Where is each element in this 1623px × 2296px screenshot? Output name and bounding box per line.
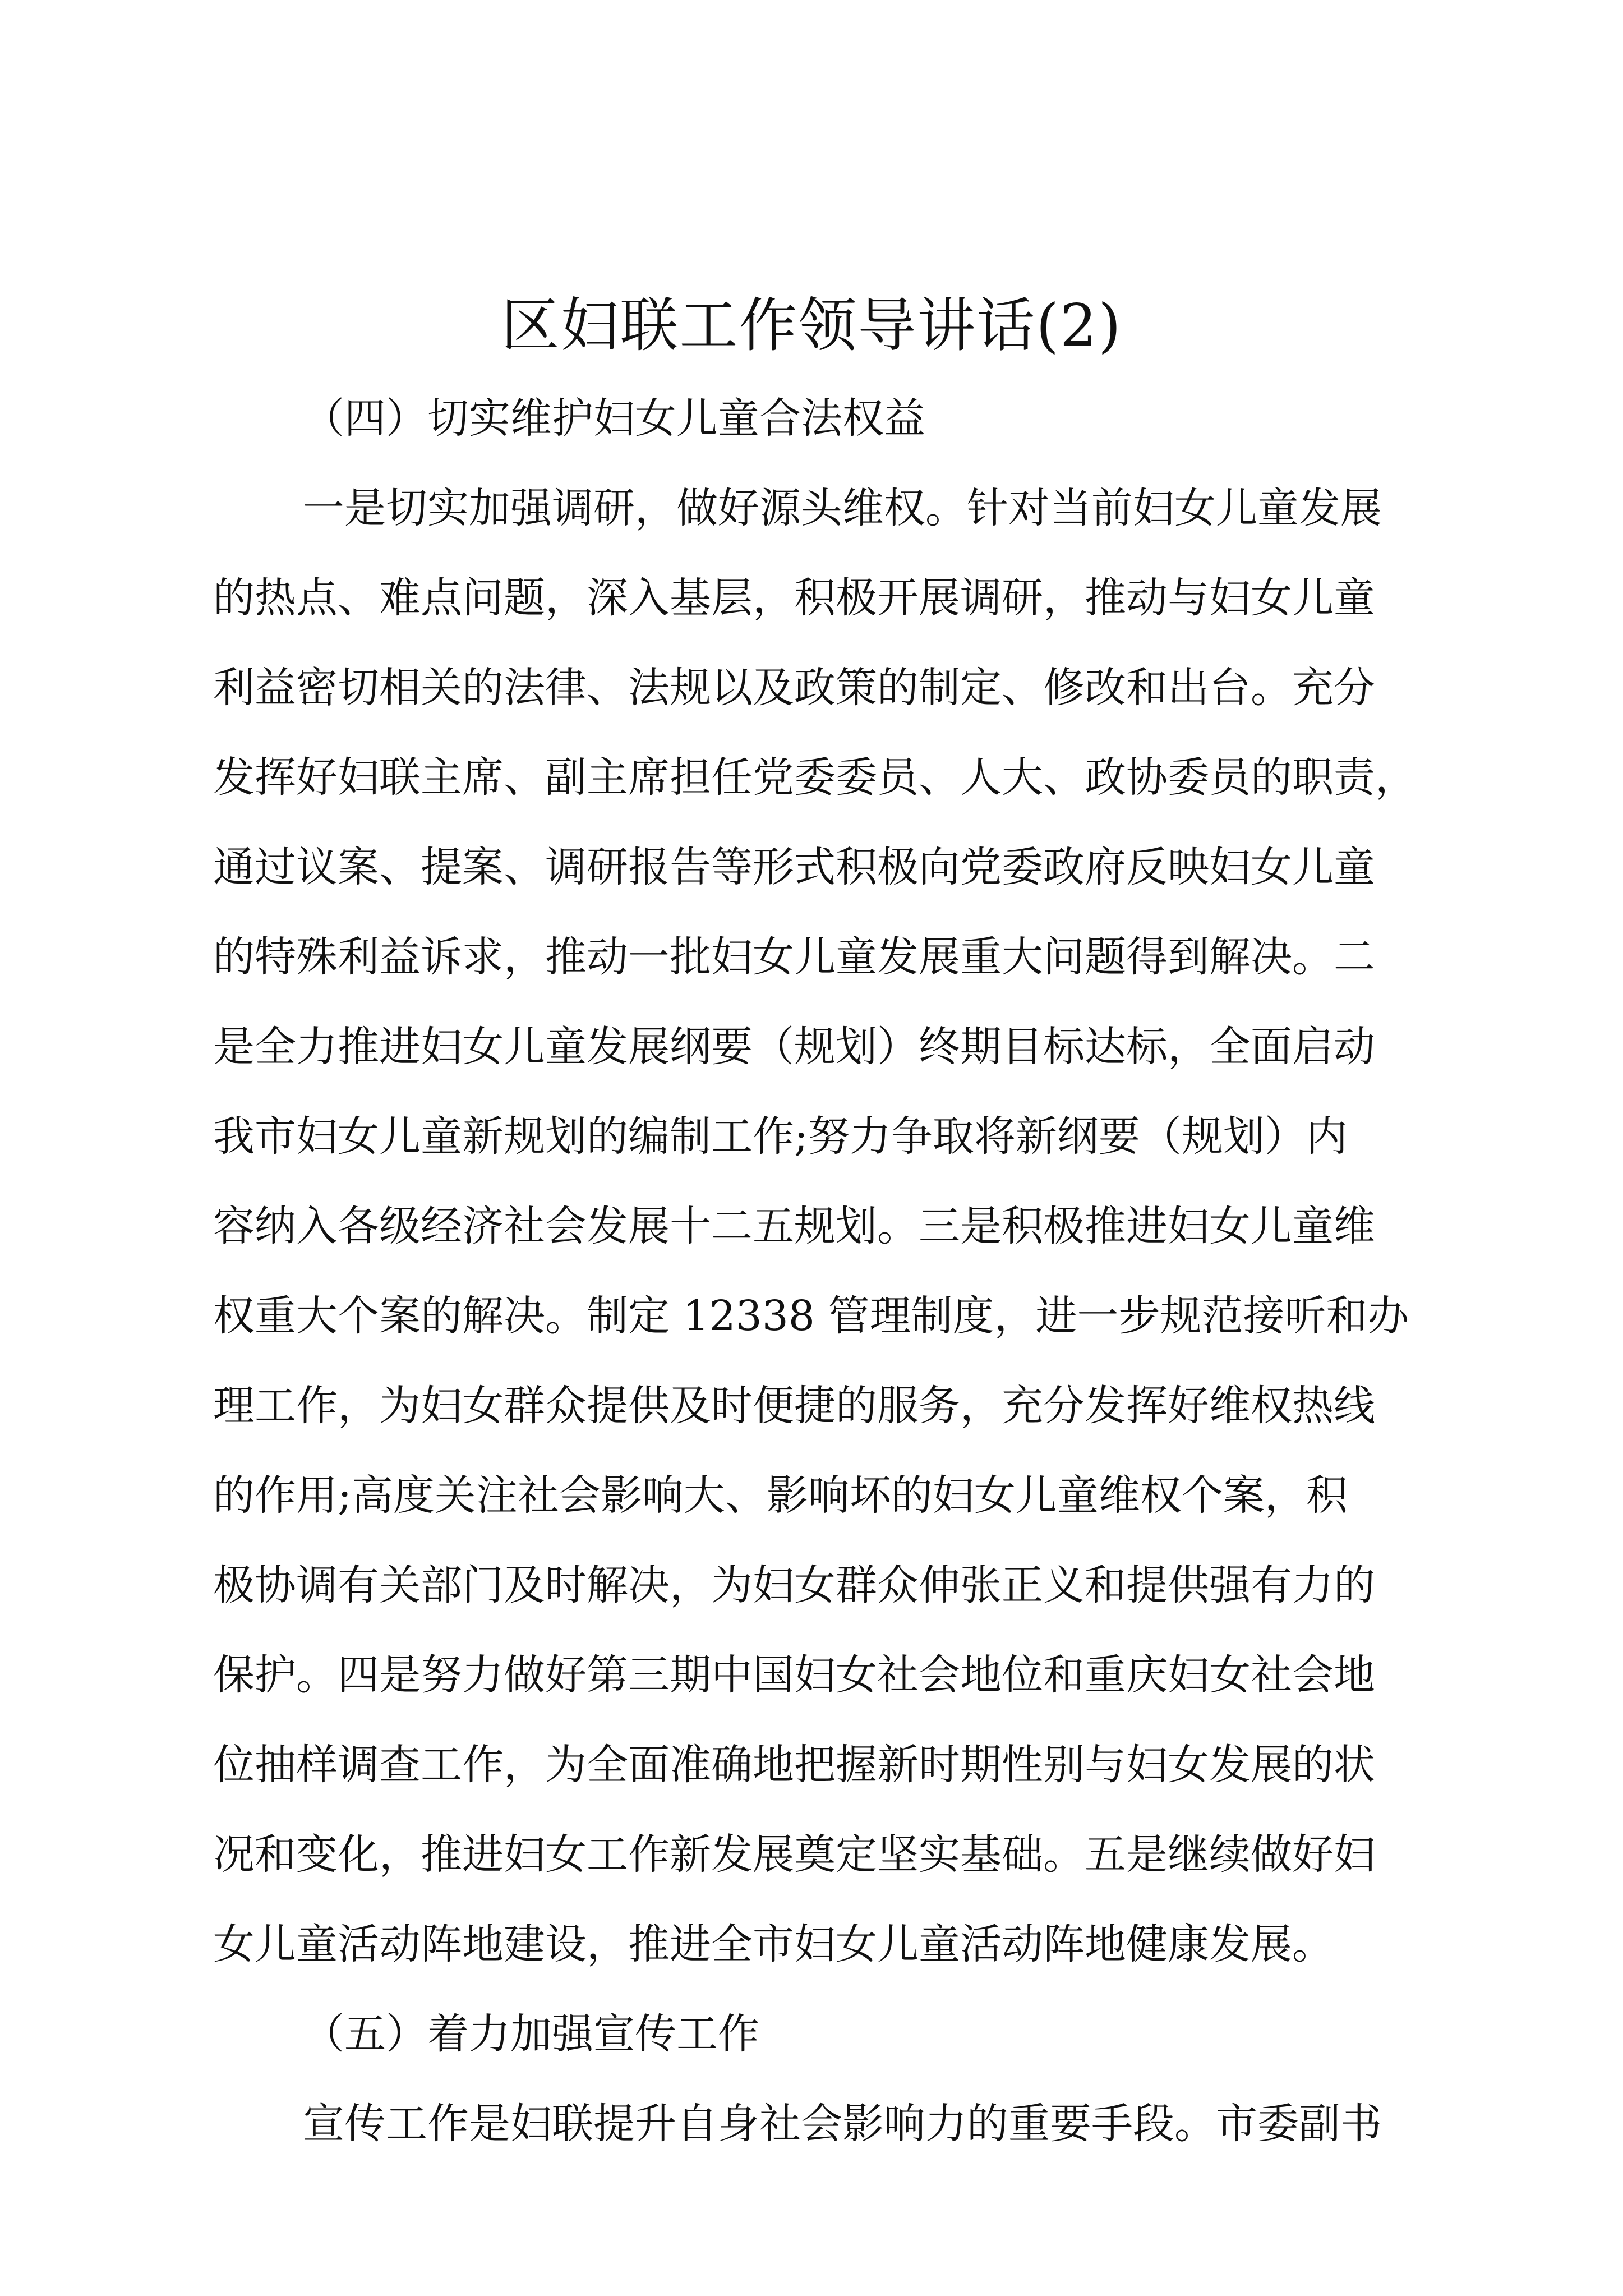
paragraph-line: 的特殊利益诉求，推动一批妇女儿童发展重大问题得到解决。二 (213, 933, 1375, 981)
paragraph-line: 理工作，为妇女群众提供及时便捷的服务，充分发挥好维权热线 (213, 1382, 1375, 1430)
paragraph-line: 是全力推进妇女儿童发展纲要（规划）终期目标达标，全面启动 (213, 1023, 1375, 1071)
paragraph-line: 权重大个案的解决。制定 12338 管理制度，进一步规范接听和办 (213, 1292, 1409, 1340)
paragraph-line: 一是切实加强调研，做好源头维权。针对当前妇女儿童发展 (303, 484, 1382, 532)
paragraph-line: 保护。四是努力做好第三期中国妇女社会地位和重庆妇女社会地 (213, 1651, 1375, 1699)
paragraph-line: 宣传工作是妇联提升自身社会影响力的重要手段。市委副书 (303, 2100, 1382, 2148)
paragraph-line: 的作用;高度关注社会影响大、影响坏的妇女儿童维权个案，积 (213, 1471, 1348, 1520)
document-title: 区妇联工作领导讲话(2) (501, 291, 1122, 360)
paragraph-line: 通过议案、提案、调研报告等形式积极向党委政府反映妇女儿童 (213, 843, 1375, 891)
paragraph-line: 极协调有关部门及时解决，为妇女群众伸张正义和提供强有力的 (213, 1561, 1375, 1609)
paragraph-line: 容纳入各级经济社会发展十二五规划。三是积极推进妇女儿童维 (213, 1202, 1375, 1250)
paragraph-line: 利益密切相关的法律、法规以及政策的制定、修改和出台。充分 (213, 664, 1375, 712)
paragraph-line: 发挥好妇联主席、副主席担任党委委员、人大、政协委员的职责， (213, 753, 1417, 802)
section-heading: （五）着力加强宣传工作 (303, 2010, 759, 2058)
paragraph-line: 的热点、难点问题，深入基层，积极开展调研，推动与妇女儿童 (213, 574, 1375, 622)
section-heading: （四）切实维护妇女儿童合法权益 (303, 394, 925, 443)
paragraph-line: 位抽样调查工作，为全面准确地把握新时期性别与妇女发展的状 (213, 1741, 1375, 1789)
paragraph-line: 我市妇女儿童新规划的编制工作;努力争取将新纲要（规划）内 (213, 1112, 1348, 1161)
paragraph-line: 况和变化，推进妇女工作新发展奠定坚实基础。五是继续做好妇 (213, 1830, 1375, 1879)
paragraph-line: 女儿童活动阵地建设，推进全市妇女儿童活动阵地健康发展。 (213, 1920, 1334, 1968)
